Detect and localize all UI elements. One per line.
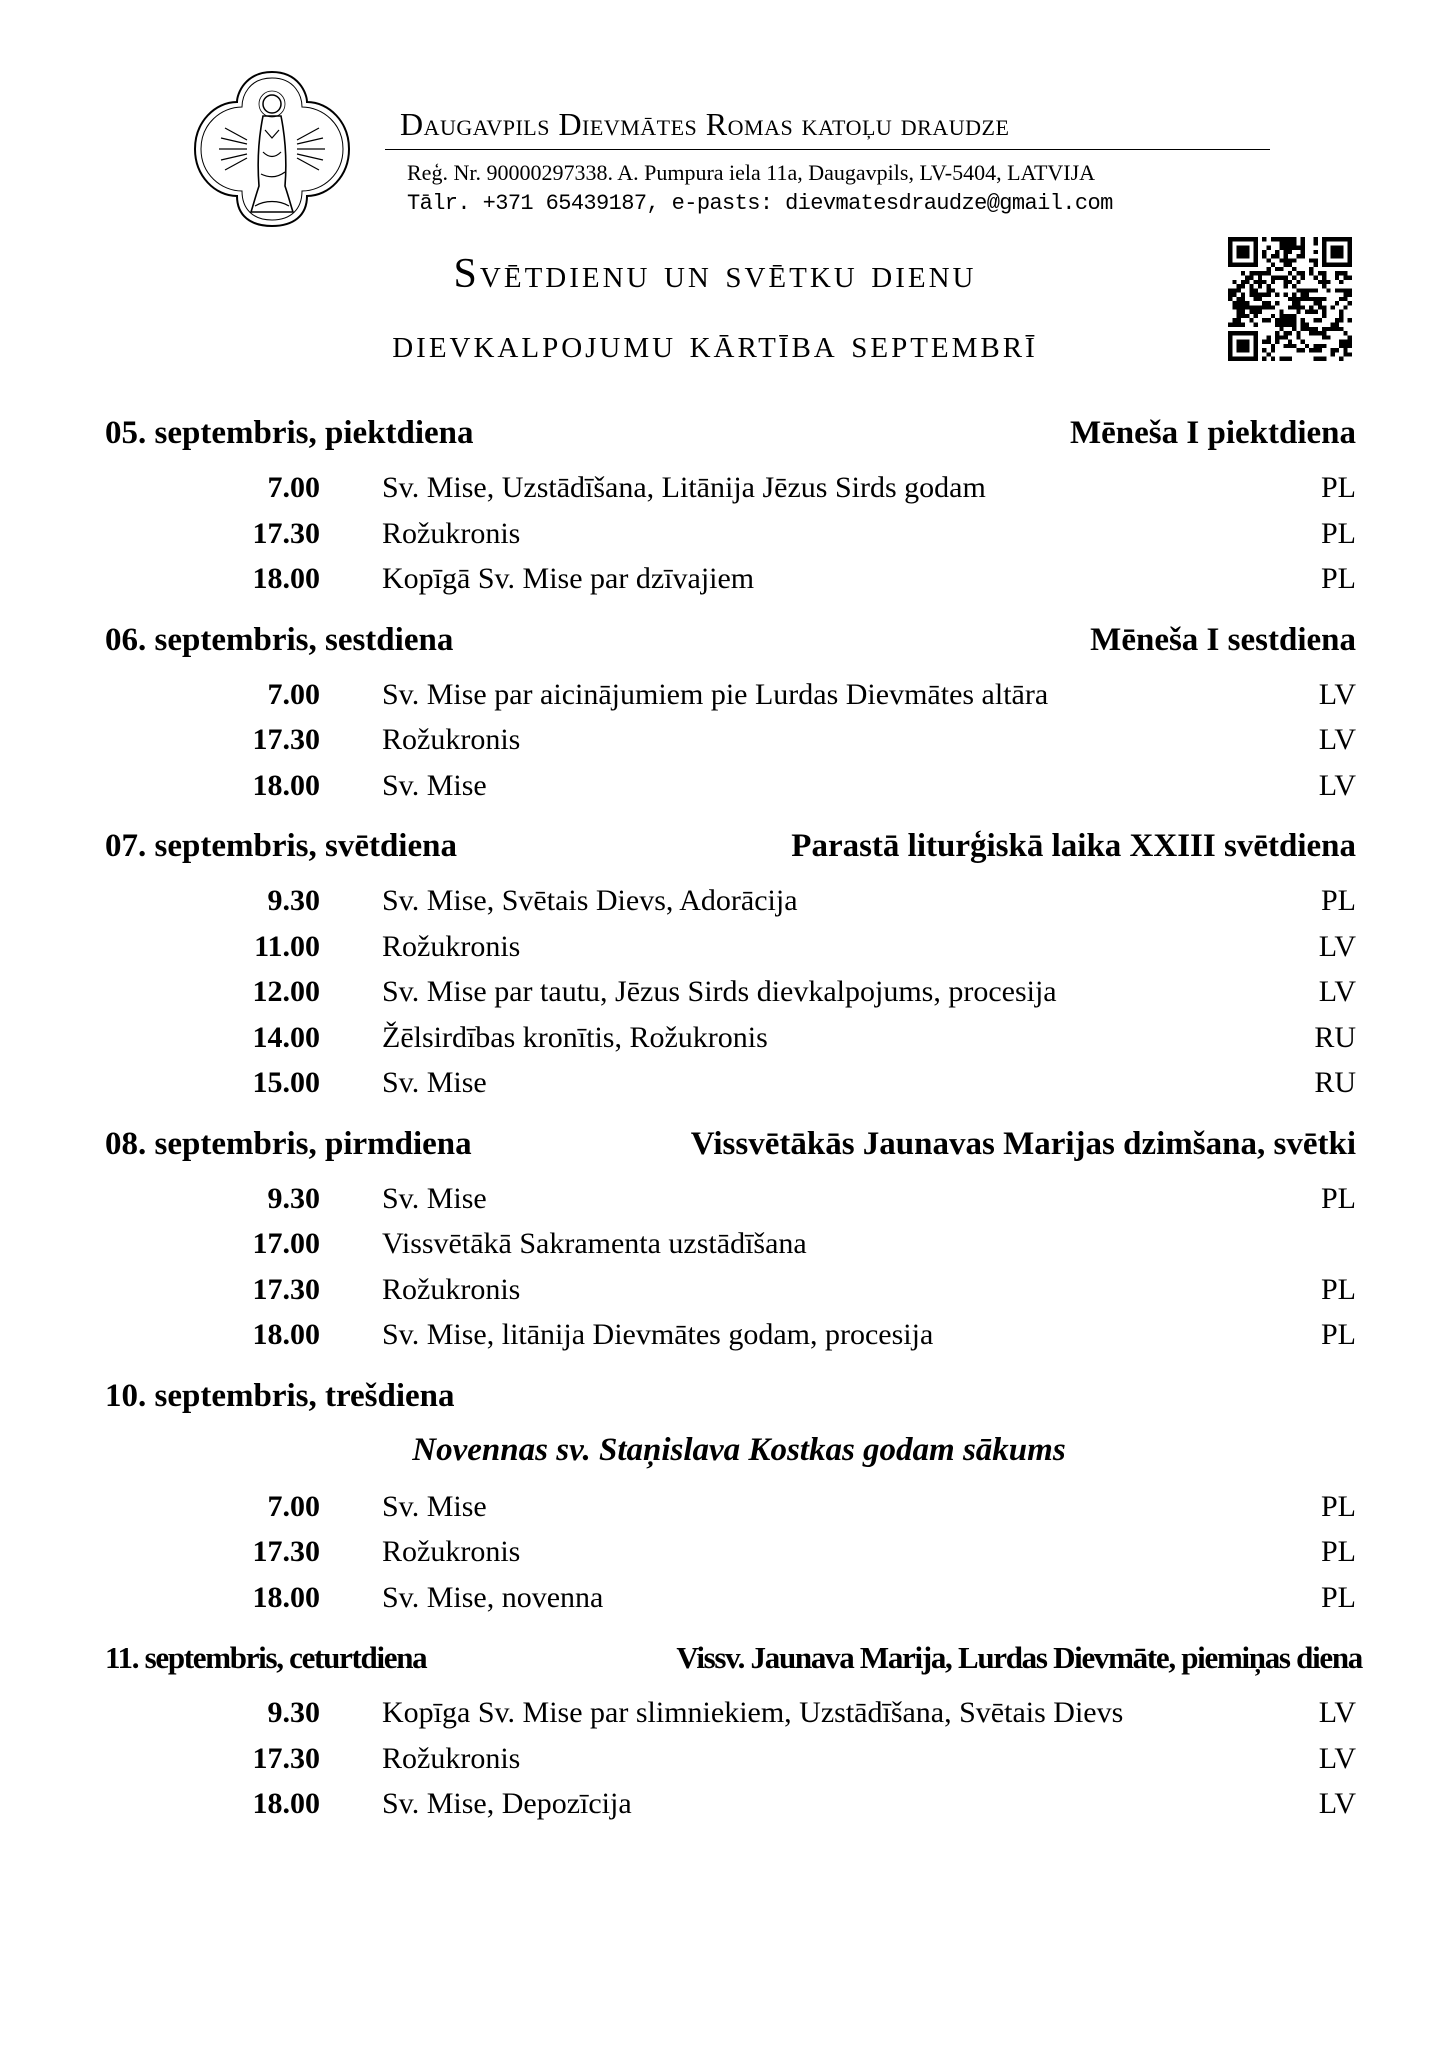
- day-feast: Novennas sv. Staņislava Kostkas godam sākums: [412, 1431, 1066, 1468]
- event-row: [0, 562, 1448, 608]
- day-date: 05. septembris, piektdiena: [105, 415, 474, 451]
- day-header: [0, 415, 1448, 455]
- organization-name: Daugavpils Dievmātes Romas katoļu draudze: [400, 106, 1010, 142]
- day-date: 06. septembris, sestdiena: [105, 621, 454, 658]
- event-language: PL: [1320, 562, 1356, 595]
- day-header: [0, 828, 1448, 868]
- event-row: [0, 975, 1448, 1021]
- event-language: RU: [1314, 1066, 1356, 1099]
- event-row: [0, 678, 1448, 724]
- day-header: [0, 1378, 1448, 1418]
- event-language: PL: [1320, 1535, 1356, 1568]
- event-language: RU: [1314, 1020, 1356, 1054]
- day-header: [0, 1640, 1448, 1680]
- event-time: 18.00: [252, 562, 320, 595]
- event-description: Sv. Mise, Uzstādīšana, Litānija Jēzus Sirds godam: [382, 471, 986, 504]
- day-date: 08. septembris, pirmdiena: [105, 1125, 472, 1162]
- day-feast: Vissvētākās Jaunavas Marijas dzimšana, svētki: [690, 1125, 1356, 1162]
- day-section: [0, 1640, 1448, 1833]
- event-description: Vissvētākā Sakramenta uzstādīšana: [382, 1227, 807, 1260]
- event-language: LV: [1318, 929, 1356, 963]
- event-time: 14.00: [252, 1020, 320, 1054]
- event-description: Sv. Mise: [382, 768, 487, 802]
- event-language: LV: [1318, 677, 1356, 711]
- event-time: 7.00: [267, 677, 320, 711]
- event-description: Sv. Mise, Depozīcija: [382, 1787, 632, 1820]
- event-description: Sv. Mise, novenna: [382, 1580, 604, 1614]
- event-time: 18.00: [252, 768, 320, 802]
- page-title-line-2: dievkalpojumu kārtība septembrī: [392, 321, 1038, 367]
- event-description: Rožukronis: [382, 723, 521, 756]
- event-row: [0, 723, 1448, 769]
- event-row: [0, 1021, 1448, 1067]
- event-language: PL: [1320, 516, 1356, 550]
- event-description: Žēlsirdības kronītis, Rožukronis: [382, 1020, 768, 1054]
- event-row: [0, 471, 1448, 517]
- event-time: 9.30: [267, 1181, 320, 1215]
- event-language: LV: [1318, 768, 1356, 802]
- organization-contact: Tālr. +371 65439187, e-pasts: dievmatesdraudze@gmail.com: [407, 191, 1113, 216]
- schedule-list: [0, 415, 1448, 1847]
- event-row: [0, 517, 1448, 563]
- event-description: Kopīgā Sv. Mise par dzīvajiem: [382, 562, 755, 595]
- madonna-emblem-icon: [189, 66, 355, 232]
- event-time: 17.30: [252, 1272, 320, 1306]
- day-section: [0, 1126, 1448, 1364]
- qr-code-icon: [1228, 237, 1352, 361]
- event-description: Sv. Mise: [382, 1181, 487, 1215]
- event-description: Rožukronis: [382, 1741, 521, 1775]
- event-time: 7.00: [267, 1489, 320, 1523]
- event-time: 18.00: [252, 1787, 320, 1820]
- event-row: [0, 1742, 1448, 1788]
- event-time: 17.30: [252, 1535, 320, 1568]
- event-language: LV: [1318, 1787, 1356, 1820]
- event-time: 17.30: [252, 516, 320, 550]
- event-description: Rožukronis: [382, 516, 521, 550]
- event-language: PL: [1320, 1272, 1356, 1306]
- event-description: Kopīga Sv. Mise par slimniekiem, Uzstādīšana, Svētais Dievs: [382, 1696, 1124, 1729]
- event-time: 9.30: [267, 884, 320, 917]
- event-time: 18.00: [252, 1318, 320, 1351]
- event-time: 9.30: [267, 1696, 320, 1729]
- event-row: [0, 1227, 1448, 1273]
- event-row: [0, 769, 1448, 815]
- event-row: [0, 930, 1448, 976]
- event-language: PL: [1320, 1181, 1356, 1215]
- day-section: [0, 828, 1448, 1112]
- event-description: Sv. Mise, Svētais Dievs, Adorācija: [382, 884, 798, 917]
- event-language: LV: [1318, 723, 1356, 756]
- day-header: [0, 1126, 1448, 1166]
- event-time: 18.00: [252, 1580, 320, 1614]
- event-description: Rožukronis: [382, 1272, 521, 1306]
- day-section: [0, 1378, 1448, 1627]
- day-header: [0, 622, 1448, 662]
- event-row: [0, 1182, 1448, 1228]
- event-row: [0, 884, 1448, 930]
- event-description: Sv. Mise: [382, 1066, 487, 1099]
- day-date: 11. septembris, ceturtdiena: [105, 1640, 427, 1675]
- event-description: Sv. Mise, litānija Dievmātes godam, procesija: [382, 1318, 934, 1351]
- organization-registration: Reģ. Nr. 90000297338. A. Pumpura iela 11a, Daugavpils, LV-5404, LATVIJA: [407, 160, 1096, 185]
- day-date: 07. septembris, svētdiena: [105, 828, 457, 864]
- event-row: [0, 1318, 1448, 1364]
- event-language: PL: [1320, 884, 1356, 917]
- event-language: PL: [1320, 471, 1356, 504]
- event-language: PL: [1320, 1318, 1356, 1351]
- event-time: 7.00: [267, 471, 320, 504]
- day-date: 10. septembris, trešdiena: [105, 1377, 455, 1414]
- event-language: LV: [1318, 1741, 1356, 1775]
- event-time: 12.00: [252, 975, 320, 1008]
- event-row: [0, 1581, 1448, 1627]
- day-section: [0, 415, 1448, 608]
- event-time: 15.00: [252, 1066, 320, 1099]
- event-time: 17.00: [252, 1227, 320, 1260]
- event-row: [0, 1066, 1448, 1112]
- day-feast: Parastā liturģiskā laika XXIII svētdiena: [791, 828, 1356, 864]
- day-feast: Mēneša I sestdiena: [1090, 621, 1356, 658]
- header-rule: [385, 149, 1270, 150]
- event-time: 17.30: [252, 723, 320, 756]
- day-feast: Vissv. Jaunava Marija, Lurdas Dievmāte, piemiņas diena: [676, 1640, 1362, 1675]
- event-language: LV: [1318, 975, 1356, 1008]
- event-description: Sv. Mise par tautu, Jēzus Sirds dievkalpojums, procesija: [382, 975, 1057, 1008]
- event-row: [0, 1273, 1448, 1319]
- event-description: Sv. Mise: [382, 1489, 487, 1523]
- event-time: 11.00: [254, 929, 320, 963]
- event-description: Sv. Mise par aicinājumiem pie Lurdas Dievmātes altāra: [382, 677, 1049, 711]
- event-row: [0, 1535, 1448, 1581]
- event-language: PL: [1320, 1580, 1356, 1614]
- event-language: PL: [1320, 1489, 1356, 1523]
- event-time: 17.30: [252, 1741, 320, 1775]
- event-row: [0, 1490, 1448, 1536]
- event-row: [0, 1696, 1448, 1742]
- event-description: Rožukronis: [382, 1535, 521, 1568]
- event-row: [0, 1787, 1448, 1833]
- page-title-line-1: Svētdienu un svētku dienu: [453, 251, 977, 297]
- day-section: [0, 622, 1448, 815]
- event-description: Rožukronis: [382, 929, 521, 963]
- day-feast: Mēneša I piektdiena: [1069, 415, 1356, 451]
- event-language: LV: [1318, 1696, 1356, 1729]
